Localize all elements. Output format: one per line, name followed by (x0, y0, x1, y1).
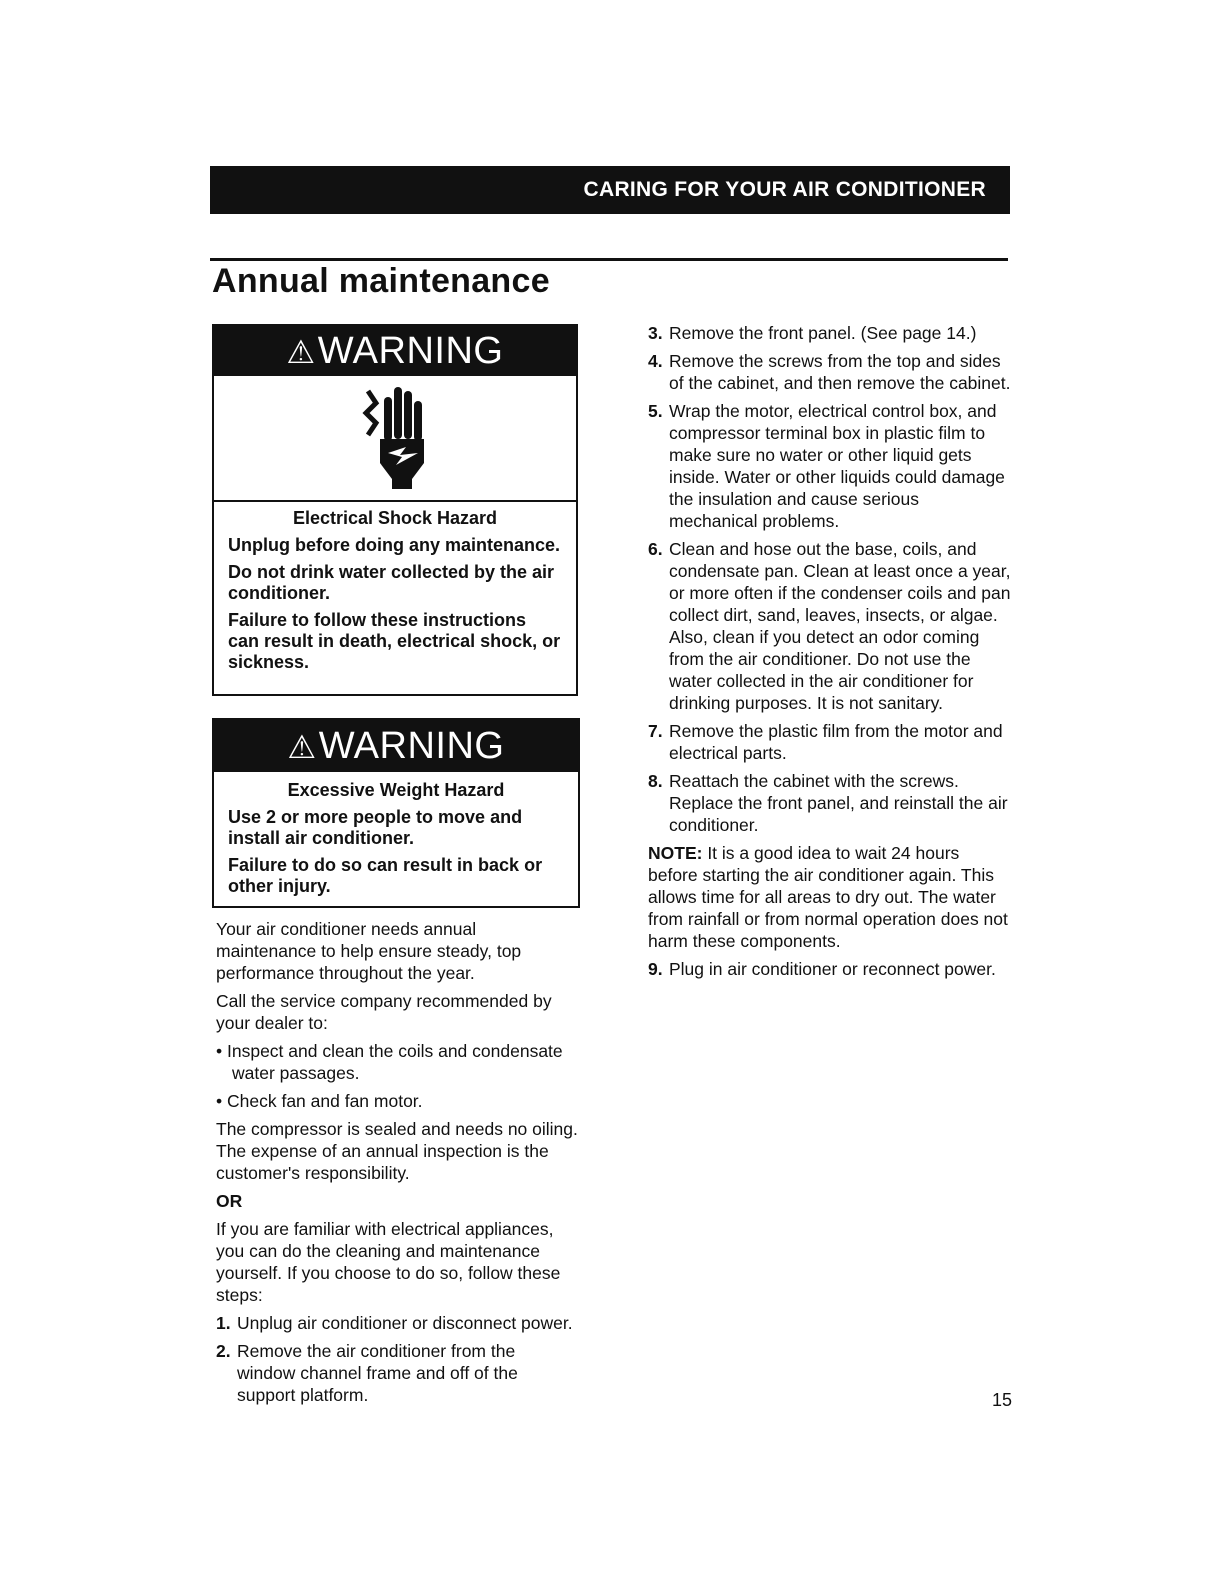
warning-line: Do not drink water collected by the air conditioner. (228, 562, 555, 603)
warning-line: Use 2 or more people to move and install air conditioner. (228, 807, 523, 848)
right-column (648, 322, 1012, 986)
step-item (216, 1312, 578, 1334)
step-number: 9. (648, 959, 663, 979)
electrical-warning-box (212, 324, 578, 696)
page-title: Annual maintenance (212, 262, 550, 300)
note-paragraph (648, 842, 1012, 952)
step-text: Wrap the motor, electrical control box, and compressor terminal box in plastic film to make sure no water or other liquid gets inside. Water or other liquids could damage the insulation and cause serious mechanical problems. (669, 401, 1005, 531)
step-number: 5. (648, 401, 663, 421)
step-item (648, 958, 1012, 980)
hazard-title: Electrical Shock Hazard (292, 508, 498, 528)
section-title: CARING FOR YOUR AIR CONDITIONER (583, 178, 986, 201)
or-label: OR (216, 1191, 243, 1211)
weight-warning-box (212, 718, 580, 908)
warning-line: Failure to follow these instructions can result in death, electrical shock, or sickness. (228, 610, 561, 672)
step-text: Remove the plastic film from the motor and electrical parts. (669, 721, 1003, 763)
step-text: Remove the air conditioner from the window channel frame and off of the support platform. (237, 1341, 518, 1405)
note-text: It is a good idea to wait 24 hours before starting the air conditioner again. This allows time for all areas to dry out. The water from rainfall or from normal operation does not harm these components. (648, 843, 1008, 951)
warning-line: Unplug before doing any maintenance. (228, 535, 561, 555)
left-column (216, 918, 578, 1412)
step-text: Plug in air conditioner or reconnect power. (669, 959, 996, 979)
step-item (648, 400, 1012, 532)
step-text: Remove the front panel. (See page 14.) (669, 323, 977, 343)
step-item (648, 770, 1012, 836)
compressor-paragraph: The compressor is sealed and needs no oiling. The expense of an annual inspection is the customer's responsibility. (216, 1119, 578, 1183)
step-item (648, 350, 1012, 394)
step-number: 8. (648, 771, 663, 791)
step-number: 4. (648, 351, 663, 371)
step-number: 2. (216, 1341, 231, 1361)
warning-label: WARNING (317, 329, 504, 372)
warning-header (214, 326, 576, 376)
warning-header (214, 720, 578, 772)
step-text: Reattach the cabinet with the screws. Replace the front panel, and reinstall the air conditioner. (669, 771, 1008, 835)
step-item (648, 538, 1012, 714)
warning-triangle-icon: ⚠ (287, 729, 317, 765)
bullet-item: • Check fan and fan motor. (216, 1091, 423, 1111)
warning-line: Failure to do so can result in back or other injury. (228, 855, 543, 896)
step-item (648, 322, 1012, 344)
step-text: Unplug air conditioner or disconnect power. (237, 1313, 573, 1333)
shock-icon-area (214, 376, 576, 502)
note-label: NOTE: (648, 843, 703, 863)
bullet-item: • Inspect and clean the coils and condensate water passages. (216, 1041, 563, 1083)
step-item (216, 1340, 578, 1406)
diy-paragraph: If you are familiar with electrical appliances, you can do the cleaning and maintenance yourself. If you choose to do so, follow these steps: (216, 1219, 561, 1305)
intro-paragraph: Your air conditioner needs annual maintenance to help ensure steady, top performance throughout the year. (216, 919, 522, 983)
step-text: Clean and hose out the base, coils, and condensate pan. Clean at least once a year, or more often if the condenser coils and pan collect dirt, sand, leaves, insects, or algae. Also, clean if you detect an odor coming from the air conditioner. Do not use the water collected in the air conditioner for drinking purposes. It is not sanitary. (669, 539, 1011, 713)
step-number: 6. (648, 539, 663, 559)
step-number: 3. (648, 323, 663, 343)
step-text: Remove the screws from the top and sides of the cabinet, and then remove the cabinet. (669, 351, 1011, 393)
electric-shock-hand-icon (350, 383, 440, 493)
section-header-bar (210, 166, 1010, 214)
warning-triangle-icon: ⚠ (286, 334, 316, 370)
hazard-title: Excessive Weight Hazard (287, 780, 505, 800)
warning-label: WARNING (318, 724, 505, 767)
title-rule (210, 258, 1008, 261)
step-number: 7. (648, 721, 663, 741)
service-paragraph: Call the service company recommended by your dealer to: (216, 991, 552, 1033)
step-number: 1. (216, 1313, 231, 1333)
step-item (648, 720, 1012, 764)
page-number: 15 (992, 1390, 1013, 1410)
